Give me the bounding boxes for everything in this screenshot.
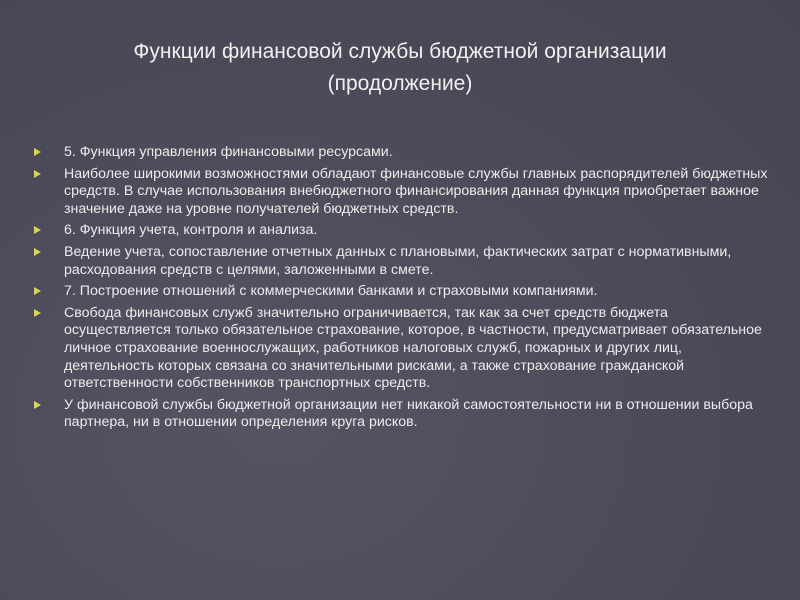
slide-title [40,36,760,100]
bullet-text: Свобода финансовых служб значительно ограничивается, так как за счет средств бюджета осуществляется только обязательное страхование, которое, в частности, предусматривает обязательное личное страхование военнослужащих, работников налоговых служб, пожарных и других лиц, деятельность которых связана со значительными рисками, а также страхование гражданской ответственности собственников транспортных средств. [64,304,762,392]
triangle-bullet-icon [34,226,41,234]
slide-title-line-2: (продолжение) [327,72,473,95]
bullet-text: Наиболее широкими возможностями обладают финансовые службы главных распорядителей бюджетных средств. В случае использования внебюджетного финансирования данная функция приобретает важное значение даже на уровне получателей бюджетных средств. [64,165,768,217]
bullet-item [34,397,774,432]
triangle-bullet-icon [34,287,41,295]
bullet-item [34,222,774,240]
bullet-text: 6. Функция учета, контроля и анализа. [64,222,318,239]
bullet-item [34,305,774,393]
bullet-text: У финансовой службы бюджетной организации нет никакой самостоятельности ни в отношении выбора партнера, ни в отношении определения круга рисков. [64,396,753,431]
bullet-item [34,166,774,219]
slide-title-line-1: Функции финансовой службы бюджетной организации [133,40,667,63]
bullet-text: 5. Функция управления финансовыми ресурсами. [64,144,393,160]
triangle-bullet-icon [34,401,41,409]
bullet-list [34,144,774,436]
bullet-item [34,244,774,279]
triangle-bullet-icon [34,248,41,256]
triangle-bullet-icon [34,309,41,317]
bullet-text: Ведение учета, сопоставление отчетных данных с плановыми, фактических затрат с нормативными, расходования средств с целями, заложенными в смете. [64,243,732,278]
bullet-text: 7. Построение отношений с коммерческими банками и страховыми компаниями. [64,283,598,300]
triangle-bullet-icon [34,170,41,178]
bullet-item [34,144,774,162]
triangle-bullet-icon [34,148,41,156]
bullet-item [34,283,774,301]
